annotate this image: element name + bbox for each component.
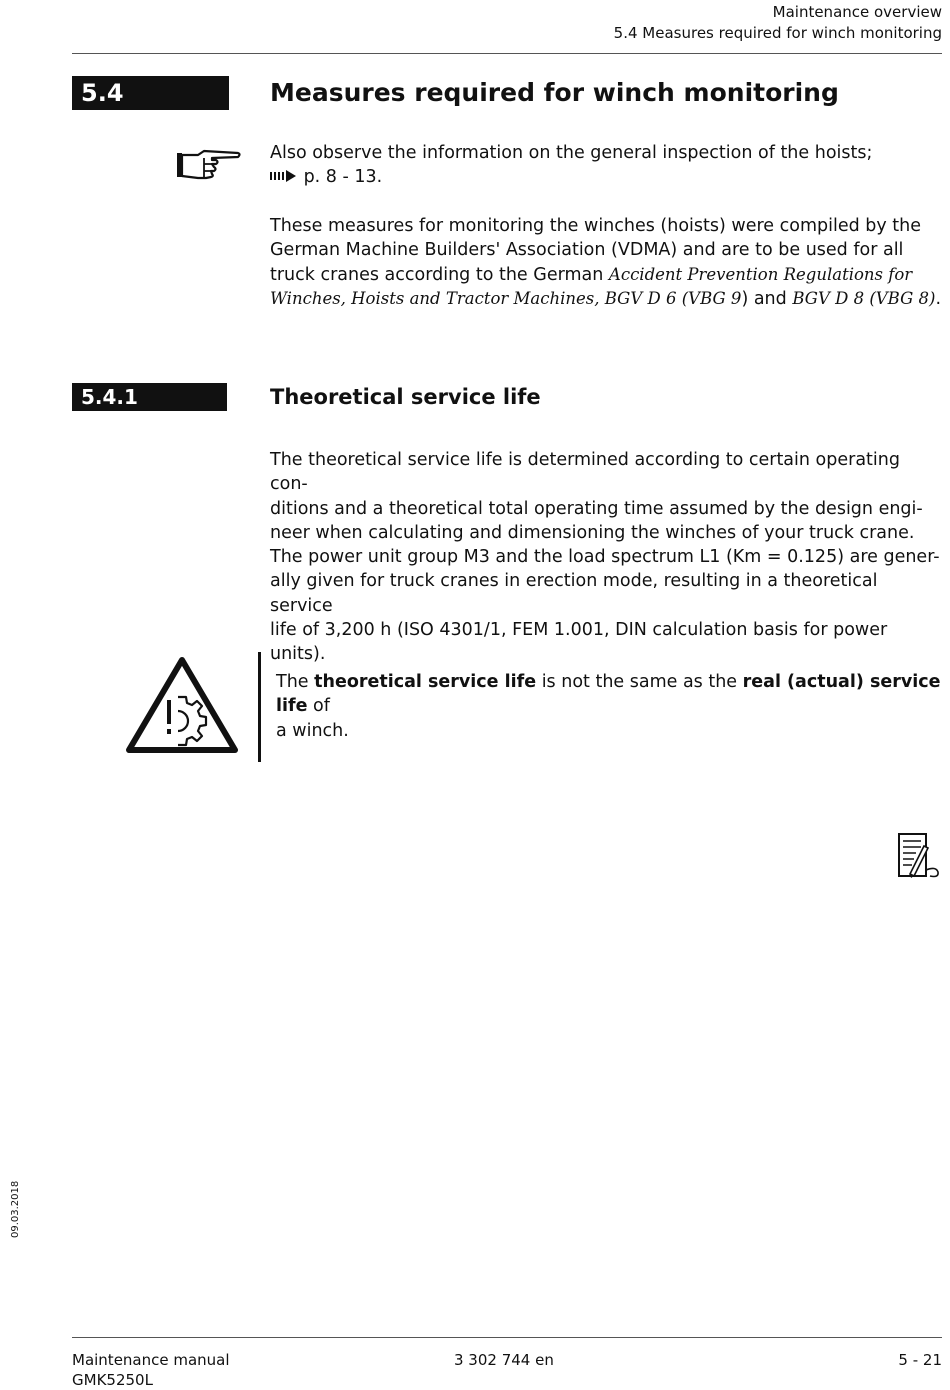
subsection-number-box — [72, 383, 227, 411]
para-line: life of 3,200 h (ISO 4301/1, FEM 1.001, DIN calculation basis for power units). — [270, 619, 888, 665]
para-text: truck cranes according to the German — [270, 264, 609, 285]
header-chapter: Maintenance overview — [772, 3, 942, 21]
warning-text-part: of — [307, 696, 330, 717]
subsection-title: Theoretical service life — [270, 385, 541, 409]
section-title: Measures required for winch monitoring — [270, 78, 839, 107]
regulation-code: BGV D 8 (VBG 8) — [792, 288, 936, 308]
para-line: ditions and a theoretical total operating time assumed by the design engi- — [270, 498, 923, 519]
header-rule — [72, 53, 942, 54]
warning-emphasis: real (actual) service life — [276, 672, 941, 717]
header-section: 5.4 Measures required for winch monitoring — [613, 24, 942, 42]
section-number-box — [72, 76, 229, 110]
note-line-2 — [270, 165, 872, 189]
para-line: ally given for truck cranes in erection mode, resulting in a theoretical service — [270, 571, 878, 616]
footer-rule — [72, 1337, 942, 1338]
note-page-reference[interactable]: p. 8 - 13. — [303, 167, 383, 188]
footer-page-number: 5 - 21 — [898, 1351, 942, 1369]
footer-document-number: 3 302 744 en — [454, 1351, 554, 1369]
section-paragraph — [270, 214, 942, 311]
para-text: ) and — [741, 288, 793, 309]
warning-text-part: is not the same as the — [536, 672, 743, 692]
para-line: neer when calculating and dimensioning the winches of your truck crane. — [270, 522, 915, 543]
subsection-paragraph-1 — [270, 448, 942, 545]
para-line — [270, 263, 942, 287]
regulation-title: Accident Prevention Regulations for — [608, 264, 913, 284]
warning-line-2: a winch. — [276, 720, 349, 741]
side-date: 09.03.2018 — [10, 1180, 21, 1238]
note-line-1: Also observe the information on the general inspection of the hoists; — [270, 143, 873, 163]
section-number: 5.4 — [81, 79, 124, 107]
pointing-hand-icon — [176, 147, 242, 183]
subsection-number: 5.4.1 — [81, 385, 138, 409]
warning-text-part: The — [276, 672, 315, 692]
para-line: The power unit group M3 and the load spectrum L1 (Km = 0.125) are gener- — [270, 547, 940, 567]
warning-line-1 — [276, 670, 946, 719]
warning-text — [276, 670, 946, 743]
machine-damage-warning-icon — [124, 655, 240, 755]
warning-bar — [258, 652, 261, 762]
para-text: . — [935, 288, 942, 309]
warning-emphasis: theoretical service life — [314, 672, 537, 692]
para-line: The theoretical service life is determined according to certain operating con- — [270, 450, 900, 495]
para-line: German Machine Builders' Association (VDMA) and are to be used for all — [270, 240, 904, 261]
footer-manual — [72, 1350, 230, 1390]
note-text — [270, 141, 872, 190]
footer-model: GMK5250L — [72, 1371, 153, 1389]
para-line: These measures for monitoring the winches (hoists) were compiled by the — [270, 216, 922, 236]
subsection-paragraph-2 — [270, 545, 942, 666]
running-header — [614, 2, 942, 44]
para-line — [270, 287, 942, 311]
footer-manual-title: Maintenance manual — [72, 1351, 230, 1369]
regulation-title: Winches, Hoists and Tractor Machines, BGV D 6 (VBG 9 — [270, 288, 742, 308]
reference-arrow-icon — [270, 169, 298, 183]
maintenance-checklist-icon — [896, 832, 942, 880]
